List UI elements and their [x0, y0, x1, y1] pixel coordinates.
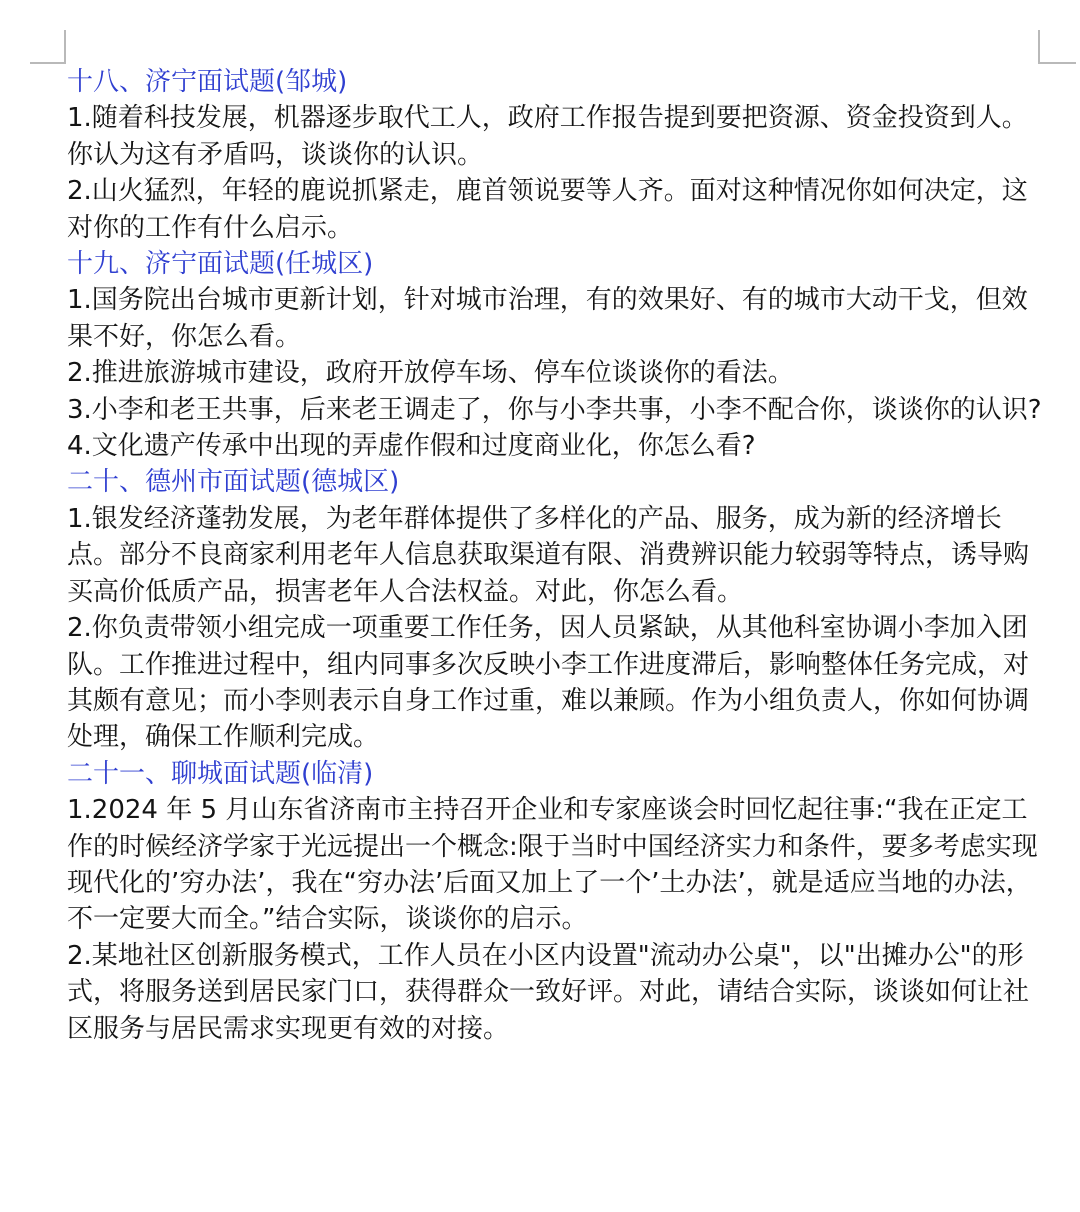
- document-body: [67, 64, 1042, 1047]
- section-heading: 十八、济宁面试题(邹城): [67, 67, 348, 97]
- question-item: 1.银发经济蓬勃发展，为老年群体提供了多样化的产品、服务，成为新的经济增长点。部分不良商家利用老年人信息获取渠道有限、消费辨识能力较弱等特点，诱导购买高价低质产品，损害老年人合法权益。对此，你怎么看。: [67, 503, 1030, 607]
- section-heading: 二十一、聊城面试题(临清): [67, 758, 374, 789]
- question-item: 2.某地社区创新服务模式，工作人员在小区内设置"流动办公桌"，以"出摊办公"的形式，将服务送到居民家门口，获得群众一致好评。对此，请结合实际，谈谈如何让社区服务与居民需求实现更有效的对接。: [67, 940, 1030, 1044]
- section-heading: 十九、济宁面试题(任城区): [67, 249, 374, 280]
- section-heading: 二十、德州市面试题(德城区): [67, 467, 400, 498]
- question-item: 3.小李和老王共事，后来老王调走了，你与小李共事，小李不配合你，谈谈你的认识?: [67, 394, 1042, 425]
- section-20: [67, 464, 1042, 755]
- question-item: 1.国务院出台城市更新计划，针对城市治理，有的效果好、有的城市大动干戈，但效果不好，你怎么看。: [67, 285, 1028, 352]
- section-21: [67, 756, 1042, 1047]
- crop-mark-top-left: [30, 30, 66, 64]
- question-item: 2.你负责带领小组完成一项重要工作任务，因人员紧缺，从其他科室协调小李加入团队。工作推进过程中，组内同事多次反映小李工作进度滞后，影响整体任务完成，对其颇有意见；而小李则表示自身工作过重，难以兼顾。作为小组负责人，你如何协调处理，确保工作顺利完成。: [67, 613, 1030, 753]
- crop-mark-top-right: [1038, 30, 1076, 64]
- question-item: 4.文化遗产传承中出现的弄虚作假和过度商业化，你怎么看?: [67, 431, 756, 462]
- question-item: 2.山火猛烈，年轻的鹿说抓紧走，鹿首领说要等人齐。面对这种情况你如何决定，这对你的工作有什么启示。: [67, 176, 1028, 243]
- question-item: 2.推进旅游城市建设，政府开放停车场、停车位谈谈你的看法。: [67, 358, 794, 389]
- section-18: [67, 64, 1042, 246]
- question-item: 1.2024 年 5 月山东省济南市主持召开企业和专家座谈会时回忆起往事:“我在正定工作的时候经济学家于光远提出一个概念:限于当时中国经济实力和条件，要多考虑实现现代化的’穷办法’，我在“穷办法’后面又加上了一个’土办法’，就是适应当地的办法，不一定要大而全。”结合实际，谈谈你的启示。: [67, 795, 1038, 935]
- section-19: [67, 246, 1042, 464]
- question-item: 1.随着科技发展，机器逐步取代工人，政府工作报告提到要把资源、资金投资到人。你认为这有矛盾吗，谈谈你的认识。: [67, 103, 1028, 170]
